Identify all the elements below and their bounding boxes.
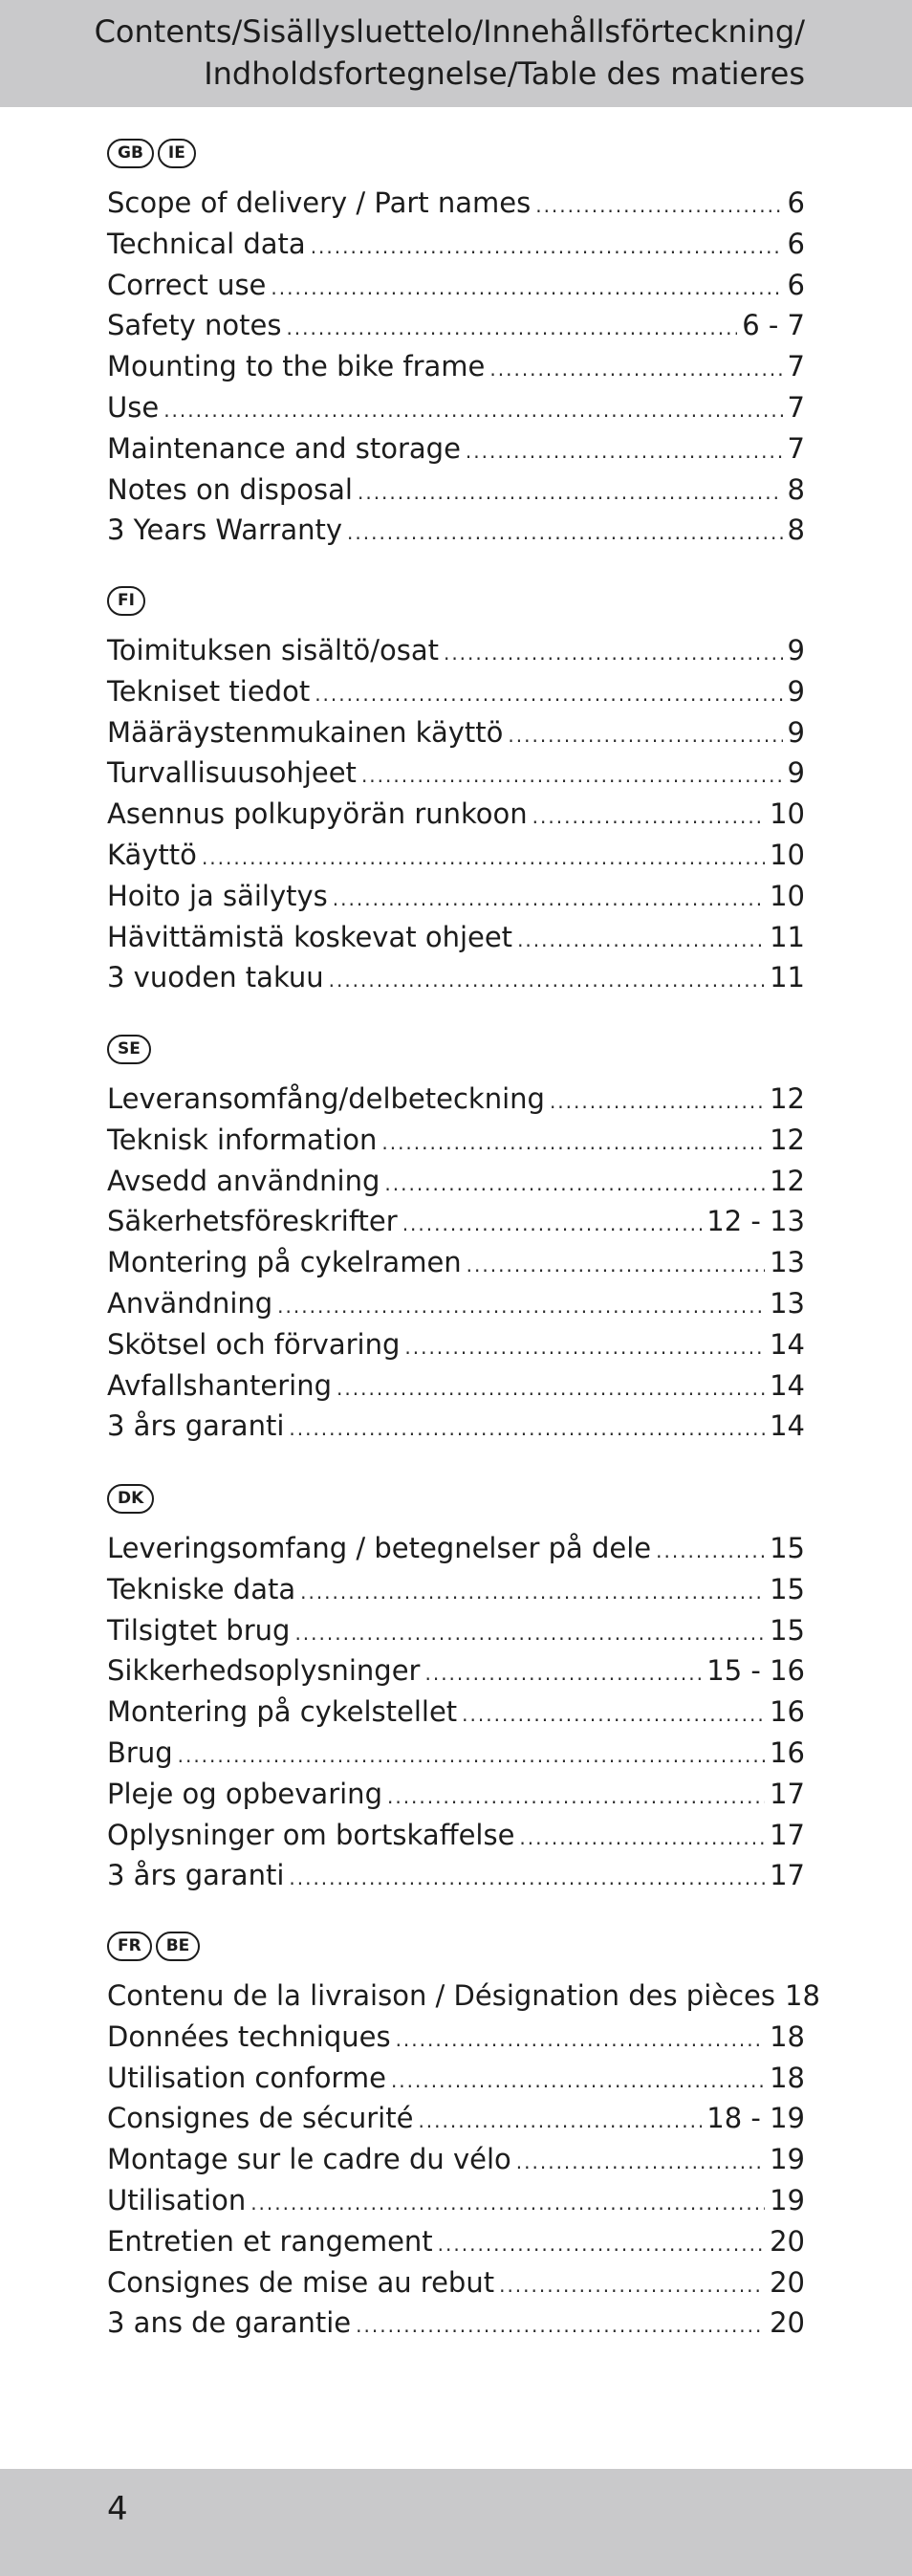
toc-entry-title: Entretien et rangement xyxy=(107,2224,433,2258)
toc-entry-page: 14 xyxy=(770,1368,805,1402)
toc-entry-page: 7 xyxy=(787,390,805,424)
dot-leader xyxy=(271,268,782,309)
dot-leader xyxy=(517,920,765,961)
toc-entry-title: Leveransomfång/delbeteckning xyxy=(107,1082,545,1115)
toc-entry xyxy=(107,1324,805,1365)
toc-entry xyxy=(107,1650,805,1692)
toc-entry-title: 3 Years Warranty xyxy=(107,513,343,547)
toc-entry-title: Avsedd användning xyxy=(107,1164,380,1197)
toc-entry-page: 19 xyxy=(770,2143,805,2176)
dot-leader xyxy=(163,390,782,431)
toc-entry xyxy=(107,1610,805,1651)
toc-entry-page: 11 xyxy=(770,920,805,953)
toc-entry xyxy=(107,1815,805,1856)
toc-section xyxy=(107,1035,805,1447)
toc-entry xyxy=(107,428,805,469)
dot-leader xyxy=(396,2019,766,2061)
toc-entry-page: 14 xyxy=(770,1327,805,1361)
toc-entry-page: 15 xyxy=(770,1572,805,1605)
toc-entry-title: Sikkerhedsoplysninger xyxy=(107,1654,421,1688)
country-code-badge: FR xyxy=(107,1932,152,1961)
toc-entry xyxy=(107,835,805,876)
toc-entry xyxy=(107,2058,805,2099)
language-badges xyxy=(107,586,805,617)
toc-section xyxy=(107,1932,820,2344)
dot-leader xyxy=(535,186,782,227)
dot-leader xyxy=(311,227,783,268)
dot-leader xyxy=(337,1368,765,1409)
toc-entry-page: 18 - 19 xyxy=(706,2102,805,2135)
toc-entry-page: 9 xyxy=(787,715,805,749)
toc-entry-page: 8 xyxy=(787,513,805,547)
toc-entry xyxy=(107,387,805,428)
dot-leader xyxy=(466,431,783,472)
country-code-badge: DK xyxy=(107,1484,154,1514)
dot-leader xyxy=(387,1777,765,1818)
toc-entry-page: 12 - 13 xyxy=(706,1205,805,1238)
toc-section xyxy=(107,1484,805,1896)
dot-leader xyxy=(250,2183,765,2224)
toc-entry-page: 16 xyxy=(770,1695,805,1729)
toc-entry-page: 19 xyxy=(770,2183,805,2216)
toc-entry-title: Scope of delivery / Part names xyxy=(107,186,532,219)
page-footer xyxy=(0,2469,912,2576)
toc-entry-title: Käyttö xyxy=(107,838,197,871)
dot-leader xyxy=(499,2265,765,2306)
toc-entry xyxy=(107,1733,805,1774)
toc-entry xyxy=(107,2017,805,2058)
toc-entry-page: 13 xyxy=(770,1286,805,1320)
country-code-badge: SE xyxy=(107,1035,151,1064)
toc-entry xyxy=(107,1692,805,1733)
toc-section xyxy=(107,586,805,998)
dot-leader xyxy=(294,1613,765,1654)
dot-leader xyxy=(418,2101,702,2142)
toc-entry-title: 3 års garanti xyxy=(107,1409,285,1443)
dot-leader xyxy=(467,1245,765,1286)
toc-entry-page: 15 xyxy=(770,1613,805,1647)
toc-entry xyxy=(107,712,805,753)
dot-leader xyxy=(277,1286,765,1327)
toc-entry-title: Correct use xyxy=(107,268,267,301)
toc-entry-title: Consignes de mise au rebut xyxy=(107,2265,495,2299)
toc-entry-page: 14 xyxy=(770,1409,805,1443)
toc-entry-page: 6 xyxy=(787,186,805,219)
toc-entry-title: 3 ans de garantie xyxy=(107,2306,352,2340)
toc-entry xyxy=(107,1079,805,1120)
toc-entry xyxy=(107,224,805,265)
dot-leader xyxy=(356,2305,765,2347)
toc-entry-page: 9 xyxy=(787,634,805,666)
toc-section xyxy=(107,139,805,551)
dot-leader xyxy=(489,349,782,390)
dot-leader xyxy=(508,715,782,756)
toc-entry-title: 3 års garanti xyxy=(107,1859,285,1892)
toc-entry-page: 9 xyxy=(787,756,805,790)
dot-leader xyxy=(516,2142,765,2183)
toc-entry xyxy=(107,346,805,387)
toc-entry xyxy=(107,2139,805,2180)
toc-entry-page: 7 xyxy=(787,431,805,465)
toc-entry-title: Määräystenmukainen käyttö xyxy=(107,715,504,749)
toc-entry xyxy=(107,794,805,835)
country-code-badge: GB xyxy=(107,139,154,168)
toc-entry-title: Tilsigtet brug xyxy=(107,1613,291,1647)
toc-entry-title: Skötsel och förvaring xyxy=(107,1327,401,1361)
toc-entry-page: 7 xyxy=(787,350,805,383)
toc-entry xyxy=(107,1242,805,1283)
dot-leader xyxy=(404,1327,765,1368)
toc-entry-page: 6 xyxy=(787,227,805,260)
toc-entry-title: Utilisation xyxy=(107,2183,247,2216)
toc-entry xyxy=(107,2303,805,2344)
toc-entry xyxy=(107,2221,805,2262)
dot-leader xyxy=(289,1408,765,1450)
toc-entry-page: 13 xyxy=(770,1246,805,1279)
language-badges xyxy=(107,139,805,169)
toc-entry-title: Maintenance and storage xyxy=(107,431,461,465)
dot-leader xyxy=(656,1531,765,1572)
dot-leader xyxy=(300,1572,765,1613)
toc-entry-title: Montering på cykelramen xyxy=(107,1246,462,1279)
toc-entry xyxy=(107,876,805,917)
dot-leader xyxy=(532,797,765,838)
toc-entry xyxy=(107,1406,805,1447)
toc-entry xyxy=(107,1528,805,1569)
toc-entry xyxy=(107,1283,805,1324)
toc-entry xyxy=(107,957,805,998)
dot-leader xyxy=(347,513,783,554)
toc-entry-page: 6 xyxy=(787,268,805,301)
toc-entry-page: 15 - 16 xyxy=(706,1654,805,1688)
dot-leader xyxy=(391,2061,765,2102)
header-title-line-2: Indholdsfortegnelse/Table des matieres xyxy=(204,55,805,92)
toc-entry-title: Leveringsomfang / betegnelser på dele xyxy=(107,1532,652,1564)
toc-entry xyxy=(107,671,805,712)
toc-entry-title: Utilisation conforme xyxy=(107,2061,386,2094)
toc-entry-title: Données techniques xyxy=(107,2019,391,2053)
toc-entry xyxy=(107,1161,805,1202)
toc-entry-title: Use xyxy=(107,390,160,424)
toc-entry-page: 11 xyxy=(770,961,805,994)
toc-entry-title: Teknisk information xyxy=(107,1123,378,1156)
toc-entry-page: 20 xyxy=(770,2306,805,2340)
toc-entry-page: 10 xyxy=(770,838,805,871)
toc-entry-page: 17 xyxy=(770,1818,805,1851)
toc-entry-title: Montage sur le cadre du vélo xyxy=(107,2143,511,2176)
toc-entry-page: 17 xyxy=(770,1859,805,1892)
toc-entry-page: 12 xyxy=(770,1164,805,1197)
toc-entry xyxy=(107,265,805,306)
toc-entry xyxy=(107,753,805,794)
dot-leader xyxy=(402,1204,703,1245)
toc-entry-title: Tekniset tiedot xyxy=(107,674,311,708)
toc-entry-title: Montering på cykelstellet xyxy=(107,1695,458,1729)
toc-entry-title: Mounting to the bike frame xyxy=(107,350,486,383)
toc-entry-title: Hoito ja säilytys xyxy=(107,879,328,912)
toc-entry-page: 18 xyxy=(770,2019,805,2053)
dot-leader xyxy=(315,674,782,715)
toc-entry-page: 18 xyxy=(785,1979,820,2012)
toc-entry-page: 9 xyxy=(787,674,805,708)
dot-leader xyxy=(519,1818,765,1859)
toc-entry-title: Toimituksen sisältö/osat xyxy=(107,634,439,666)
dot-leader xyxy=(424,1653,702,1694)
toc-entry-title: Oplysninger om bortskaffelse xyxy=(107,1818,515,1851)
toc-entry-title: Turvallisuusohjeet xyxy=(107,756,357,790)
page-header xyxy=(0,0,912,107)
toc-entry xyxy=(107,1976,820,2017)
toc-entry xyxy=(107,917,805,958)
toc-entry xyxy=(107,2262,805,2303)
language-badges xyxy=(107,1932,805,1962)
toc-entry-title: Pleje og opbevaring xyxy=(107,1777,382,1810)
toc-entry xyxy=(107,630,805,671)
toc-entry-title: Användning xyxy=(107,1286,273,1320)
toc-entry xyxy=(107,510,805,551)
toc-entry-title: Safety notes xyxy=(107,309,282,342)
dot-leader xyxy=(289,1858,765,1899)
toc-entry xyxy=(107,183,805,224)
toc-entry xyxy=(107,2098,805,2139)
toc-entry xyxy=(107,305,805,346)
dot-leader xyxy=(438,2224,765,2265)
toc-entry-page: 8 xyxy=(787,472,805,506)
toc-entry-title: Notes on disposal xyxy=(107,472,353,506)
toc-entry xyxy=(107,1855,805,1896)
toc-entry-title: 3 vuoden takuu xyxy=(107,961,324,994)
toc-entry-page: 20 xyxy=(770,2224,805,2258)
toc-entry-page: 10 xyxy=(770,797,805,831)
toc-entry xyxy=(107,469,805,511)
toc-entry-page: 6 - 7 xyxy=(742,309,805,342)
toc-entry-page: 15 xyxy=(770,1532,805,1564)
toc-entry xyxy=(107,2180,805,2221)
toc-entry-title: Avfallshantering xyxy=(107,1368,333,1402)
toc-entry-page: 17 xyxy=(770,1777,805,1810)
toc-entry xyxy=(107,1774,805,1815)
dot-leader xyxy=(202,838,765,879)
dot-leader xyxy=(384,1164,765,1205)
toc-entry-page: 12 xyxy=(770,1123,805,1156)
dot-leader xyxy=(361,755,783,797)
dot-leader xyxy=(462,1694,765,1736)
toc-entry xyxy=(107,1365,805,1407)
toc-entry-title: Consignes de sécurité xyxy=(107,2102,414,2135)
toc-entry xyxy=(107,1201,805,1242)
toc-entry-title: Asennus polkupyörän runkoon xyxy=(107,797,528,831)
toc-entry-title: Tekniske data xyxy=(107,1572,296,1605)
toc-entry-page: 12 xyxy=(770,1082,805,1115)
country-code-badge: BE xyxy=(156,1932,201,1961)
language-badges xyxy=(107,1035,805,1065)
country-code-badge: IE xyxy=(158,139,196,168)
dot-leader xyxy=(550,1081,765,1123)
toc-entry-title: Hävittämistä koskevat ohjeet xyxy=(107,920,513,953)
toc-entry-title: Brug xyxy=(107,1736,173,1769)
dot-leader xyxy=(333,879,765,920)
header-title-line-1: Contents/Sisällysluettelo/Innehållsförteckning/ xyxy=(94,13,805,50)
toc-entry-title: Säkerhetsföreskrifter xyxy=(107,1205,398,1238)
toc-entry-title: Contenu de la livraison / Désignation des pièces xyxy=(107,1979,775,2012)
language-badges xyxy=(107,1484,805,1515)
dot-leader xyxy=(444,633,783,674)
dot-leader xyxy=(286,308,737,349)
dot-leader xyxy=(178,1736,765,1777)
country-code-badge: FI xyxy=(107,586,145,616)
toc-entry-page: 10 xyxy=(770,879,805,912)
toc-entry-page: 18 xyxy=(770,2061,805,2094)
toc-entry xyxy=(107,1569,805,1610)
dot-leader xyxy=(329,960,765,1001)
dot-leader xyxy=(358,472,783,513)
toc-entry xyxy=(107,1120,805,1161)
toc-entry-page: 20 xyxy=(770,2265,805,2299)
dot-leader xyxy=(381,1123,765,1164)
toc-entry-page: 16 xyxy=(770,1736,805,1769)
toc-entry-title: Technical data xyxy=(107,227,306,260)
page-number: 4 xyxy=(107,2490,128,2528)
